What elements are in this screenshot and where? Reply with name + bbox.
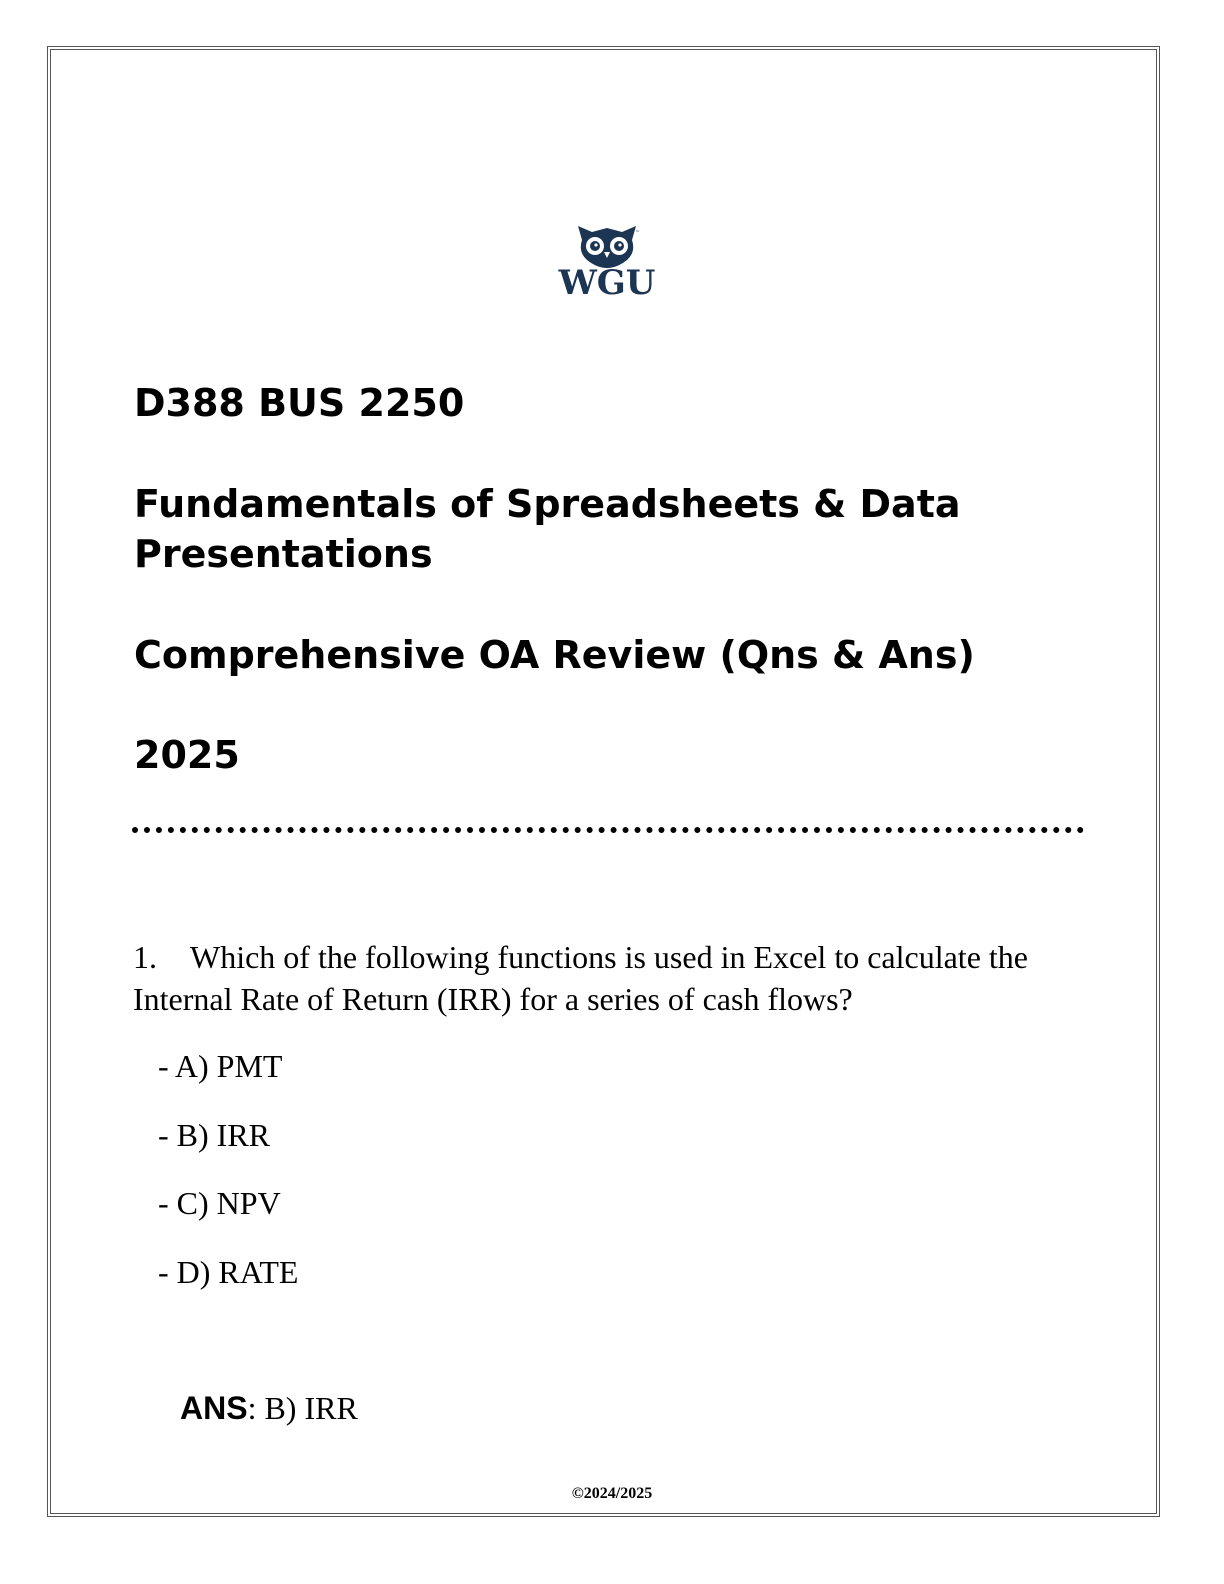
course-code: D388 BUS 2250 bbox=[134, 381, 465, 425]
answer bbox=[180, 1388, 358, 1428]
option-a: - A) PMT bbox=[158, 1048, 283, 1084]
svg-text:™: ™ bbox=[635, 230, 640, 236]
document-year: 2025 bbox=[134, 733, 240, 777]
option-c: - C) NPV bbox=[158, 1185, 281, 1221]
footer-copyright: ©2024/2025 bbox=[571, 1485, 653, 1502]
answer-label: ANS bbox=[180, 1390, 248, 1426]
question-number: 1. bbox=[133, 939, 157, 975]
question-1 bbox=[133, 936, 1093, 1020]
review-title: Comprehensive OA Review (Qns & Ans) bbox=[134, 633, 975, 677]
answer-value: : B) IRR bbox=[247, 1390, 358, 1426]
option-b: - B) IRR bbox=[158, 1117, 270, 1153]
owl-icon bbox=[572, 222, 642, 268]
question-text: Which of the following functions is used in Excel to calculate the Internal Rate of Return (IRR) for a series of cash flows? bbox=[133, 939, 1028, 1017]
logo-text: WGU bbox=[558, 263, 656, 303]
course-title: Fundamentals of Spreadsheets & Data Presentations bbox=[134, 482, 961, 576]
dotted-divider bbox=[132, 827, 1084, 833]
wgu-logo bbox=[552, 222, 662, 312]
option-d: - D) RATE bbox=[158, 1254, 299, 1290]
